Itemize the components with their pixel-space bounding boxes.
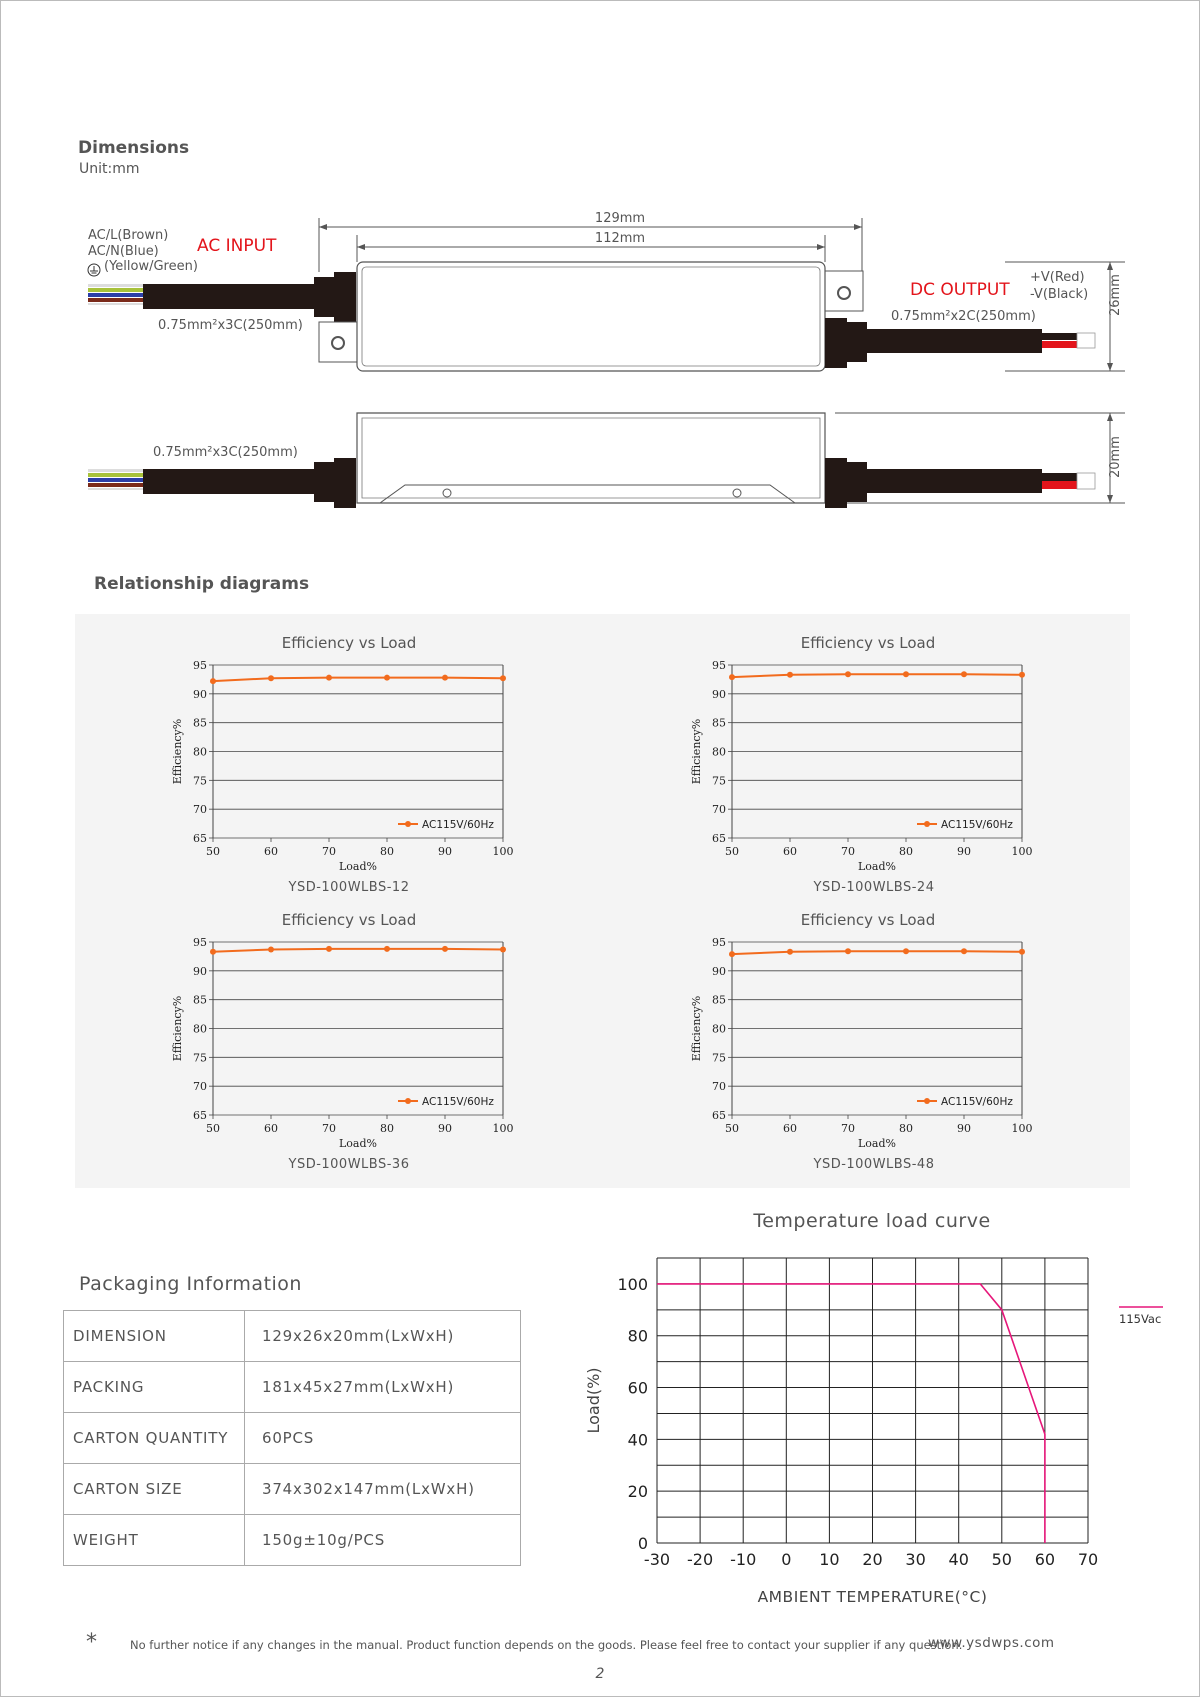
- x-tick-label: 100: [1011, 845, 1033, 858]
- cable-out-label: 0.75mm²x2C(250mm): [891, 309, 1036, 324]
- v-minus-label: -V(Black): [1030, 287, 1089, 302]
- efficiency-chart-48: [679, 932, 1039, 1152]
- packaging-title: Packaging Information: [79, 1273, 302, 1295]
- legend-label: AC115V/60Hz: [422, 1096, 494, 1108]
- x-tick-label: 30: [905, 1550, 926, 1569]
- pack-key: CARTON QUANTITY: [64, 1413, 245, 1464]
- x-tick-label: 90: [438, 845, 452, 858]
- table-row: [64, 1311, 521, 1362]
- y-tick-label: 90: [712, 687, 726, 701]
- table-row: [64, 1464, 521, 1515]
- x-tick-label: -20: [687, 1550, 714, 1569]
- y-tick-label: 65: [193, 832, 207, 845]
- x-tick-label: 70: [1077, 1550, 1099, 1569]
- model-label-4: YSD-100WLBS-48: [813, 1157, 935, 1172]
- data-point: [845, 948, 851, 954]
- table-row: [64, 1413, 521, 1464]
- y-tick-label: 95: [193, 936, 207, 949]
- y-tick-label: 90: [193, 964, 207, 978]
- series-line: [213, 949, 503, 952]
- temperature-load-chart: [570, 1240, 1200, 1606]
- chart-title-3: Efficiency vs Load: [281, 911, 417, 929]
- data-point: [500, 946, 506, 952]
- x-tick-label: 50: [725, 845, 739, 858]
- y-tick-label: 85: [712, 716, 726, 730]
- packaging-table: [63, 1310, 521, 1566]
- chart-title-2: Efficiency vs Load: [800, 634, 936, 652]
- relationship-title: Relationship diagrams: [94, 574, 310, 594]
- data-point: [210, 678, 216, 684]
- chart-title-1: Efficiency vs Load: [281, 634, 417, 652]
- y-tick-label: 70: [712, 1080, 726, 1094]
- x-tick-label: 70: [841, 1122, 855, 1135]
- y-tick-label: 80: [712, 745, 726, 759]
- y-tick-label: 90: [712, 964, 726, 978]
- x-tick-label: 60: [264, 1122, 278, 1135]
- dimensions-title: Dimensions: [78, 138, 190, 158]
- y-tick-label: 75: [712, 1051, 726, 1065]
- x-tick-label: 50: [206, 845, 220, 858]
- data-point: [845, 671, 851, 677]
- page-number: 2: [595, 1666, 605, 1682]
- data-point: [787, 949, 793, 955]
- x-tick-label: 80: [380, 845, 394, 858]
- data-point: [384, 946, 390, 952]
- y-axis-label: Load(%): [584, 1367, 603, 1434]
- data-point: [1019, 672, 1025, 678]
- y-tick-label: 75: [193, 1051, 207, 1065]
- x-tick-label: 100: [492, 845, 514, 858]
- pack-value: 150g±10g/PCS: [245, 1515, 521, 1566]
- data-point: [961, 671, 967, 677]
- x-tick-label: 90: [957, 845, 971, 858]
- y-tick-label: 0: [637, 1534, 648, 1553]
- y-tick-label: 70: [712, 803, 726, 817]
- footer-notice: No further notice if any changes in the manual. Product function depends on the goods. Please feel free to contact your supplier if any question.: [130, 1638, 963, 1652]
- y-tick-label: 80: [627, 1326, 648, 1346]
- data-point: [961, 948, 967, 954]
- legend-label: 115Vac: [1119, 1312, 1162, 1326]
- y-tick-label: 85: [712, 993, 726, 1007]
- legend-marker: [405, 1098, 411, 1104]
- footer-website[interactable]: www.ysdwps.com: [928, 1635, 1055, 1651]
- model-label-2: YSD-100WLBS-24: [813, 880, 935, 895]
- length-body-label: 112mm: [594, 231, 646, 246]
- x-tick-label: 60: [264, 845, 278, 858]
- chart-title-4: Efficiency vs Load: [800, 911, 936, 929]
- cable-in-label: 0.75mm²x3C(250mm): [158, 318, 303, 333]
- y-tick-label: 75: [193, 774, 207, 788]
- y-axis-label: Efficiency%: [171, 995, 184, 1062]
- wire-ac-n-label: AC/N(Blue): [88, 244, 159, 259]
- legend-label: AC115V/60Hz: [422, 819, 494, 831]
- wire-ac-l-label: AC/L(Brown): [88, 228, 169, 243]
- data-point: [729, 674, 735, 680]
- x-tick-label: -30: [643, 1550, 671, 1569]
- y-tick-label: 85: [193, 716, 207, 730]
- series-line: [213, 678, 503, 681]
- y-tick-label: 95: [193, 659, 207, 672]
- y-tick-label: 100: [617, 1274, 648, 1294]
- pack-value: 60PCS: [245, 1413, 521, 1464]
- cable-side-label: 0.75mm²x3C(250mm): [153, 445, 298, 460]
- pack-value: 374x302x147mm(LxWxH): [245, 1464, 521, 1515]
- x-tick-label: 60: [783, 845, 797, 858]
- data-point: [903, 948, 909, 954]
- x-axis-label: Load%: [858, 860, 896, 873]
- x-tick-label: 10: [819, 1550, 840, 1569]
- x-axis-label: Load%: [339, 860, 377, 873]
- data-point: [268, 946, 274, 952]
- dc-output-label: DC OUTPUT: [910, 280, 1010, 300]
- x-tick-label: 70: [322, 845, 336, 858]
- x-tick-label: 40: [948, 1550, 969, 1569]
- series-line: [732, 951, 1022, 954]
- y-tick-label: 60: [627, 1378, 648, 1398]
- height-label: 20mm: [1108, 436, 1123, 478]
- legend-label: AC115V/60Hz: [941, 819, 1013, 831]
- width-label: 26mm: [1108, 274, 1123, 316]
- y-axis-label: Efficiency%: [690, 718, 703, 785]
- x-tick-label: -10: [730, 1550, 757, 1569]
- pack-key: WEIGHT: [64, 1515, 245, 1566]
- x-tick-label: 0: [781, 1550, 792, 1569]
- y-axis-label: Efficiency%: [690, 995, 703, 1062]
- x-tick-label: 50: [725, 1122, 739, 1135]
- x-tick-label: 50: [991, 1550, 1012, 1569]
- y-tick-label: 80: [193, 1022, 207, 1036]
- legend-marker: [924, 1098, 930, 1104]
- efficiency-chart-12: [160, 655, 520, 875]
- pack-value: 129x26x20mm(LxWxH): [245, 1311, 521, 1362]
- x-axis-label: Load%: [858, 1137, 896, 1150]
- data-point: [384, 675, 390, 681]
- y-tick-label: 70: [193, 803, 207, 817]
- temp-chart-title: Temperature load curve: [753, 1210, 991, 1232]
- y-tick-label: 90: [193, 687, 207, 701]
- legend-marker: [924, 821, 930, 827]
- data-point: [500, 675, 506, 681]
- y-tick-label: 65: [193, 1109, 207, 1122]
- data-point: [326, 675, 332, 681]
- y-tick-label: 80: [712, 1022, 726, 1036]
- x-tick-label: 60: [1034, 1550, 1056, 1569]
- y-tick-label: 95: [712, 936, 726, 949]
- pack-value: 181x45x27mm(LxWxH): [245, 1362, 521, 1413]
- data-point: [787, 672, 793, 678]
- ac-input-label: AC INPUT: [197, 236, 277, 256]
- data-point: [903, 671, 909, 677]
- y-tick-label: 70: [193, 1080, 207, 1094]
- y-tick-label: 80: [193, 745, 207, 759]
- model-label-3: YSD-100WLBS-36: [288, 1157, 410, 1172]
- x-tick-label: 80: [899, 845, 913, 858]
- wire-earth-label: (Yellow/Green): [104, 259, 198, 274]
- x-tick-label: 50: [206, 1122, 220, 1135]
- dimension-drawing: [0, 200, 1200, 520]
- footnote-star: *: [86, 1630, 97, 1655]
- x-tick-label: 70: [322, 1122, 336, 1135]
- data-point: [210, 949, 216, 955]
- efficiency-chart-24: [679, 655, 1039, 875]
- table-row: [64, 1362, 521, 1413]
- model-label-1: YSD-100WLBS-12: [288, 880, 410, 895]
- legend-label: AC115V/60Hz: [941, 1096, 1013, 1108]
- x-tick-label: 100: [1011, 1122, 1033, 1135]
- data-point: [729, 951, 735, 957]
- x-tick-label: 90: [438, 1122, 452, 1135]
- x-tick-label: 100: [492, 1122, 514, 1135]
- y-tick-label: 20: [627, 1482, 648, 1502]
- pack-key: CARTON SIZE: [64, 1464, 245, 1515]
- y-tick-label: 40: [627, 1430, 648, 1450]
- data-point: [1019, 949, 1025, 955]
- x-tick-label: 60: [783, 1122, 797, 1135]
- series-line: [732, 674, 1022, 677]
- y-tick-label: 65: [712, 832, 726, 845]
- v-plus-label: +V(Red): [1030, 270, 1085, 285]
- x-axis-label: AMBIENT TEMPERATURE(°C): [757, 1588, 988, 1606]
- data-point: [442, 675, 448, 681]
- y-tick-label: 65: [712, 1109, 726, 1122]
- data-point: [268, 675, 274, 681]
- efficiency-chart-36: [160, 932, 520, 1152]
- legend-marker: [405, 821, 411, 827]
- x-tick-label: 70: [841, 845, 855, 858]
- y-tick-label: 95: [712, 659, 726, 672]
- pack-key: PACKING: [64, 1362, 245, 1413]
- y-tick-label: 85: [193, 993, 207, 1007]
- length-total-label: 129mm: [594, 211, 646, 226]
- y-axis-label: Efficiency%: [171, 718, 184, 785]
- x-tick-label: 80: [380, 1122, 394, 1135]
- data-point: [442, 946, 448, 952]
- pack-key: DIMENSION: [64, 1311, 245, 1362]
- x-axis-label: Load%: [339, 1137, 377, 1150]
- y-tick-label: 75: [712, 774, 726, 788]
- x-tick-label: 80: [899, 1122, 913, 1135]
- table-row: [64, 1515, 521, 1566]
- dimensions-unit: Unit:mm: [79, 161, 140, 177]
- x-tick-label: 20: [862, 1550, 883, 1569]
- data-point: [326, 946, 332, 952]
- x-tick-label: 90: [957, 1122, 971, 1135]
